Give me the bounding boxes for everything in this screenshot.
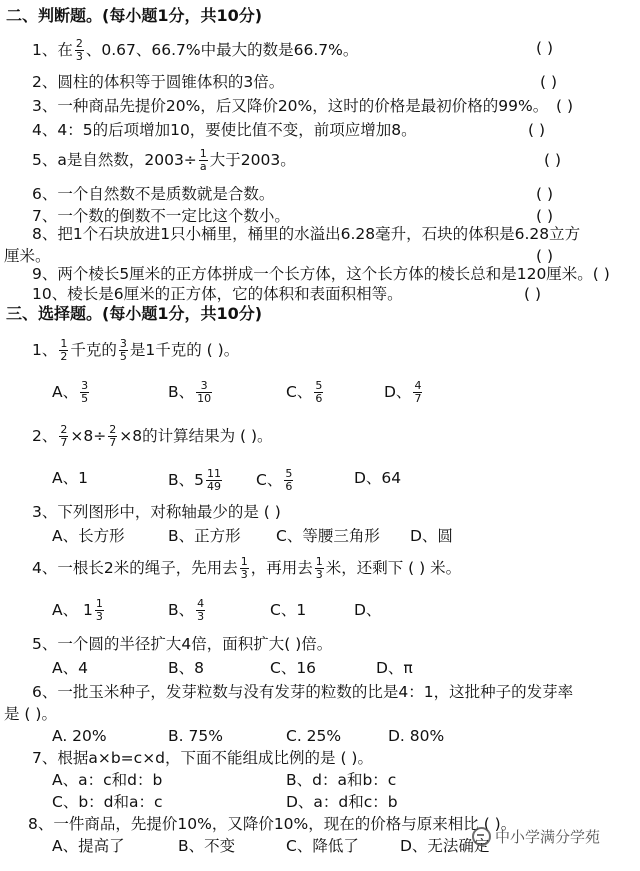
choice-q8: 8、一件商品，先提价10%，又降价10%，现在的价格与原来相比 ( )。 — [28, 815, 517, 833]
choice-q7-option-b: B、d：a和b：c — [286, 771, 397, 789]
choice-q2: 2、 $\frac{2}{7}$ ×8÷ $\frac{2}{7}$ ×8的计算结果为 ( )。 — [32, 423, 273, 449]
choice-q5-option-c: C、16 — [270, 659, 317, 677]
judge-q2: 2、圆柱的体积等于圆锥体积的3倍。 — [32, 73, 285, 91]
choice-q6-line1: 6、一批玉米种子，发芽粒数与没有发芽的粒数的比是4：1，这批种子的发芽率 — [32, 683, 574, 701]
judge-q6: 6、一个自然数不是质数就是合数。 — [32, 185, 275, 203]
choice-q2-option-b: B、5 $\frac{11}{49}$ — [168, 467, 221, 493]
answer-paren: ( ) — [556, 97, 574, 115]
wechat-icon — [472, 827, 491, 846]
choice-q8-option-d: D、无法确定 — [400, 837, 490, 855]
choice-q6-option-b: B. 75% — [168, 727, 223, 745]
choice-q3-option-d: D、圆 — [410, 527, 453, 545]
fraction: $\frac{2}{3}$ — [75, 37, 83, 63]
section2-title: 二、判断题。(每小题1分，共10分) — [6, 6, 263, 25]
judge-q10: 10、棱长是6厘米的正方体，它的体积和表面积相等。 — [32, 285, 403, 303]
judge-q8-line1: 8、把1个石块放进1只小桶里，桶里的水溢出6.28毫升，石块的体积是6.28立方 — [32, 225, 581, 243]
judge-q8-line2: 厘米。 — [4, 247, 51, 265]
choice-q7-option-c: C、b：d和a：c — [52, 793, 163, 811]
answer-paren: ( ) — [528, 121, 546, 139]
choice-q7-option-a: A、a：c和d：b — [52, 771, 163, 789]
answer-paren: ( ) — [544, 151, 562, 169]
choice-q4-option-c: C、1 — [270, 601, 307, 619]
choice-q3-option-a: A、长方形 — [52, 527, 125, 545]
choice-q2-option-d: D、64 — [354, 469, 402, 487]
choice-q8-option-a: A、提高了 — [52, 837, 125, 855]
fraction: $\frac{1}{a}$ — [199, 147, 207, 173]
choice-q5-option-d: D、π — [376, 659, 413, 677]
choice-q8-option-b: B、不变 — [178, 837, 236, 855]
answer-paren: ( ) — [540, 73, 558, 91]
choice-q8-option-c: C、降低了 — [286, 837, 359, 855]
choice-q2-option-a: A、1 — [52, 469, 88, 487]
choice-q1-option-a: A、 $\frac{3}{5}$ — [52, 379, 89, 405]
judge-q9: 9、两个棱长5厘米的正方体拼成一个长方体，这个长方体的棱长总和是120厘米。( ) — [32, 265, 610, 283]
choice-q4-option-b: B、 $\frac{4}{3}$ — [168, 597, 205, 623]
choice-q4-option-d: D、 — [354, 601, 382, 619]
watermark-text: 中小学满分学苑 — [495, 828, 601, 846]
answer-paren: ( ) — [524, 285, 542, 303]
choice-q1-option-c: C、 $\frac{5}{6}$ — [286, 379, 323, 405]
judge-q7: 7、一个数的倒数不一定比这个数小。 — [32, 207, 290, 225]
choice-q3-option-b: B、正方形 — [168, 527, 241, 545]
choice-q6-line2: 是 ( )。 — [4, 705, 57, 723]
choice-q1-option-b: B、 $\frac{3}{10}$ — [168, 379, 212, 405]
judge-q4: 4、4：5的后项增加10，要使比值不变，前项应增加8。 — [32, 121, 417, 139]
choice-q1: 1、 $\frac{1}{2}$ 千克的 $\frac{3}{5}$ 是1千克的 ( )。 — [32, 337, 240, 363]
choice-q3: 3、下列图形中，对称轴最少的是 ( ) — [32, 503, 281, 521]
choice-q4-option-a: A、 1 $\frac{1}{3}$ — [52, 597, 103, 623]
choice-q5: 5、一个圆的半径扩大4倍，面积扩大( )倍。 — [32, 635, 333, 653]
judge-q3: 3、一种商品先提价20%，后又降价20%，这时的价格是最初价格的99%。 — [32, 97, 549, 115]
choice-q7-option-d: D、a：d和c：b — [286, 793, 398, 811]
judge-q1: 1、在 $\frac{2}{3}$ 、0.67、66.7%中最大的数是66.7%。 — [32, 37, 359, 63]
watermark — [472, 826, 600, 847]
choice-q6-option-c: C. 25% — [286, 727, 342, 745]
judge-q5: 5、a是自然数，2003÷ $\frac{1}{a}$ 大于2003。 — [32, 147, 296, 173]
choice-q6-option-d: D. 80% — [388, 727, 445, 745]
choice-q1-option-d: D、 $\frac{4}{7}$ — [384, 379, 422, 405]
choice-q4: 4、一根长2米的绳子，先用去 $\frac{1}{3}$ ，再用去 $\frac{1}{3}$ 米，还剩下 ( ) 米。 — [32, 555, 462, 581]
answer-paren: ( ) — [536, 39, 554, 57]
choice-q5-option-a: A、4 — [52, 659, 88, 677]
choice-q6-option-a: A. 20% — [52, 727, 107, 745]
choice-q5-option-b: B、8 — [168, 659, 204, 677]
answer-paren: ( ) — [536, 207, 554, 225]
answer-paren: ( ) — [536, 247, 554, 265]
answer-paren: ( ) — [536, 185, 554, 203]
choice-q2-option-c: C、 $\frac{5}{6}$ — [256, 467, 293, 493]
choice-q3-option-c: C、等腰三角形 — [276, 527, 380, 545]
section3-title: 三、选择题。(每小题1分，共10分) — [6, 304, 263, 323]
choice-q7: 7、根据a×b=c×d，下面不能组成比例的是 ( )。 — [32, 749, 373, 767]
